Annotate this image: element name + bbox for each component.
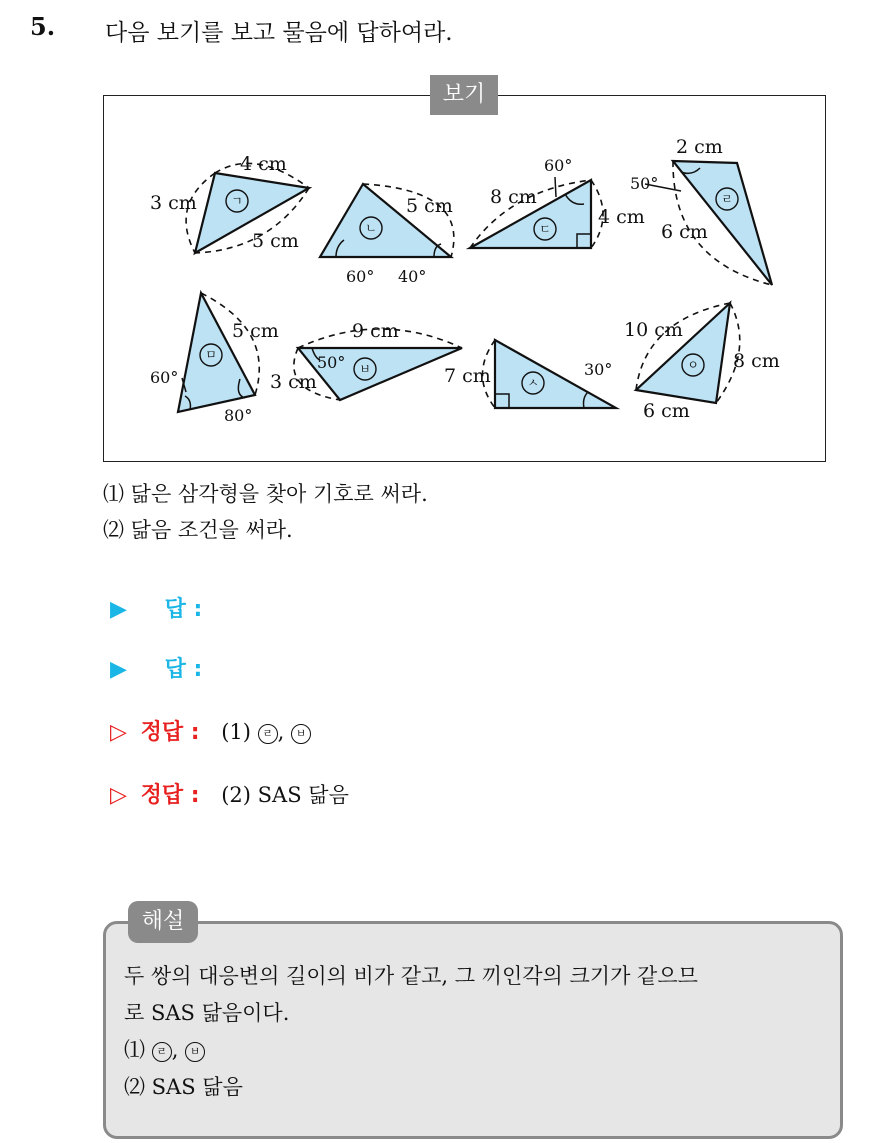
play-arrow-icon: ▶ [110, 597, 127, 622]
correct-value-2: (2) SAS 닮음 [221, 783, 349, 807]
question-number: 5. [30, 12, 56, 41]
measure-label: 5 cm [406, 195, 453, 217]
measure-label: 40° [398, 267, 427, 286]
measure-label: 3 cm [270, 371, 317, 393]
measure-label: 5 cm [252, 230, 299, 252]
measure-label: 4 cm [598, 206, 645, 228]
measure-label: 2 cm [676, 136, 723, 158]
measure-label: 6 cm [661, 221, 708, 243]
measure-label: 6 cm [643, 400, 690, 422]
figure-id: ㅇ [687, 358, 699, 372]
measure-label: 8 cm [490, 186, 537, 208]
figure-id: ㅂ [359, 362, 371, 376]
measure-label: 60° [150, 368, 179, 387]
figure-id: ㄴ [365, 221, 377, 235]
answer-row-2 [110, 652, 202, 683]
solution-tag: 해설 [128, 901, 198, 943]
correct-value-1: (1) ㄹ , ㅂ [221, 720, 311, 744]
measure-label: 3 cm [150, 192, 197, 214]
figure-id: ㅅ [527, 376, 539, 390]
triangles-figure [104, 96, 826, 462]
measure-label: 8 cm [733, 350, 780, 372]
answer-row-1 [110, 592, 202, 623]
solution-line: 두 쌍의 대응변의 길이의 비가 같고, 그 끼인각의 크기가 같으므 [124, 964, 698, 988]
outline-arrow-icon: ▷ [110, 783, 127, 808]
answer-label: 답 : [164, 597, 203, 622]
answer-label: 답 : [164, 657, 203, 682]
sub-question-2: ⑵ 닮음 조건을 써라. [103, 518, 293, 542]
figure-id: ㄷ [539, 222, 551, 236]
correct-label: 정답 : [140, 783, 200, 808]
measure-label: 50° [317, 353, 346, 372]
measure-label: 10 cm [624, 319, 683, 341]
outline-arrow-icon: ▷ [110, 720, 127, 745]
measure-label: 4 cm [240, 153, 287, 175]
figure-id: ㅁ [205, 348, 217, 362]
measure-label: 30° [584, 360, 613, 379]
figure-id: ㄱ [231, 194, 243, 208]
correct-answer-row-1 [110, 715, 311, 746]
play-arrow-icon: ▶ [110, 657, 127, 682]
figure-id: ㄹ [721, 192, 733, 206]
question-text: 다음 보기를 보고 물음에 답하여라. [105, 20, 453, 46]
solution-line: ⑵ SAS 닮음 [124, 1075, 243, 1099]
measure-label: 60° [544, 156, 573, 175]
solution-line: ⑴ ㄹ , ㅂ [124, 1032, 824, 1069]
solution-line: 로 SAS 닮음이다. [124, 1001, 290, 1025]
correct-answer-row-2 [110, 778, 349, 809]
solution-body [124, 958, 824, 1106]
measure-label: 7 cm [444, 365, 491, 387]
measure-label: 5 cm [232, 320, 279, 342]
correct-label: 정답 : [140, 720, 200, 745]
measure-label: 60° [346, 267, 375, 286]
measure-label: 80° [224, 406, 253, 425]
sub-question-1: ⑴ 닮은 삼각형을 찾아 기호로 써라. [103, 482, 428, 506]
triangle-ieung [636, 303, 730, 403]
bogi-label: 보기 [430, 75, 498, 115]
measure-label: 9 cm [352, 320, 399, 342]
measure-label: 50° [630, 174, 659, 193]
